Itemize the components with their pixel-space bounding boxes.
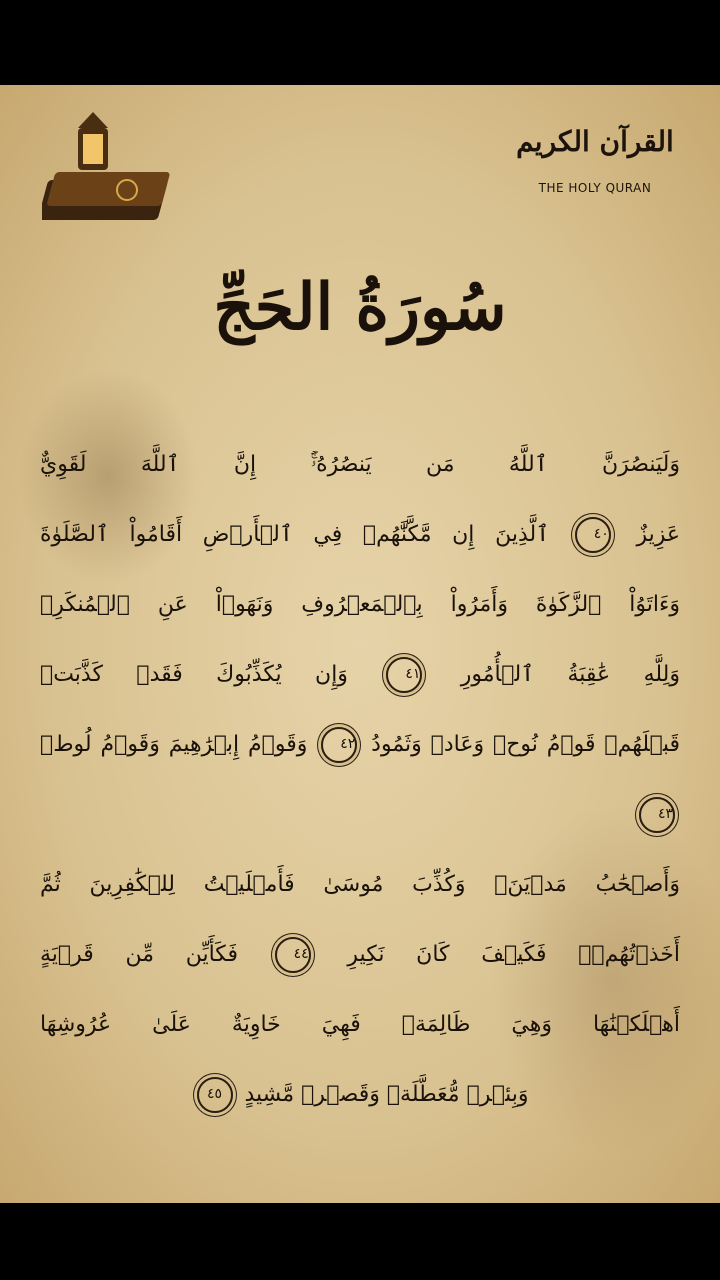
surah-title: سُورَةُ الحَجِّ (213, 270, 507, 345)
verse-text: أَهۡلَكۡنَٰهَا وَهِيَ ظَالِمَةٞ فَهِيَ خَاوِيَةٌ عَلَىٰ عُرُوشِهَا (40, 1012, 680, 1037)
verse-line (40, 920, 680, 990)
quran-page (0, 85, 720, 1203)
verse-text: قَبۡلَهُمۡ قَوۡمُ نُوحٖ وَعَادٞ وَثَمُودُ (371, 732, 681, 757)
verse-text: وَبِئۡرٖ مُّعَطَّلَةٖ وَقَصۡرٖ مَّشِيدٍ (244, 1082, 529, 1107)
verse-number-marker: ٤٤ (275, 937, 311, 973)
verse-text: عَزِيزٌ (636, 522, 681, 547)
verse-line (40, 850, 680, 920)
verse-line (40, 640, 680, 710)
verse-line (40, 990, 680, 1060)
verse-line (40, 1060, 680, 1130)
verses-block (40, 430, 680, 1130)
verse-text: وَلَيَنصُرَنَّ ٱللَّهُ مَن يَنصُرُهُۥٓۚ إِنَّ ٱللَّهَ لَقَوِيٌّ (40, 452, 680, 477)
verse-line (40, 430, 680, 500)
verse-text: ٱلَّذِينَ إِن مَّكَّنَّٰهُمۡ فِي ٱلۡأَرۡضِ أَقَامُواْ ٱلصَّلَوٰةَ (40, 522, 550, 547)
verse-text: وَإِن يُكَذِّبُوكَ فَقَدۡ كَذَّبَتۡ (40, 662, 348, 687)
verse-text: أَخَذۡتُهُمۡۖ فَكَيۡفَ كَانَ نَكِيرِ (347, 942, 680, 967)
verse-line (40, 570, 680, 640)
verse-number-marker: ٤٥ (197, 1077, 233, 1113)
logo-arabic: القرآن الكريم (516, 125, 674, 158)
verse-text: وَلِلَّهِ عَٰقِبَةُ ٱلۡأُمُورِ (460, 662, 680, 687)
verse-number-marker: ٤١ (386, 657, 422, 693)
verse-text: فَكَأَيِّن مِّن قَرۡيَةٍ (40, 942, 238, 967)
logo-english: THE HOLY QURAN (538, 180, 652, 195)
holy-quran-logo (515, 105, 675, 195)
verse-line (40, 500, 680, 570)
verse-number-marker: ٤٣ (639, 797, 675, 833)
verse-text: وَأَصۡحَٰبُ مَدۡيَنَۖ وَكُذِّبَ مُوسَىٰ فَأَمۡلَيۡتُ لِلۡكَٰفِرِينَ ثُمَّ (40, 872, 680, 897)
verse-number-marker: ٤٢ (321, 727, 357, 763)
lantern-and-quran-icon (42, 110, 197, 235)
verse-text: وَقَوۡمُ إِبۡرَٰهِيمَ وَقَوۡمُ لُوطٖ (40, 732, 308, 757)
verse-number-marker: ٤٠ (575, 517, 611, 553)
verse-text: وَءَاتَوُاْ ٱلزَّكَوٰةَ وَأَمَرُواْ بِٱلۡمَعۡرُوفِ وَنَهَوۡاْ عَنِ ٱلۡمُنكَرِۗ (40, 592, 680, 617)
verse-line (40, 710, 680, 850)
